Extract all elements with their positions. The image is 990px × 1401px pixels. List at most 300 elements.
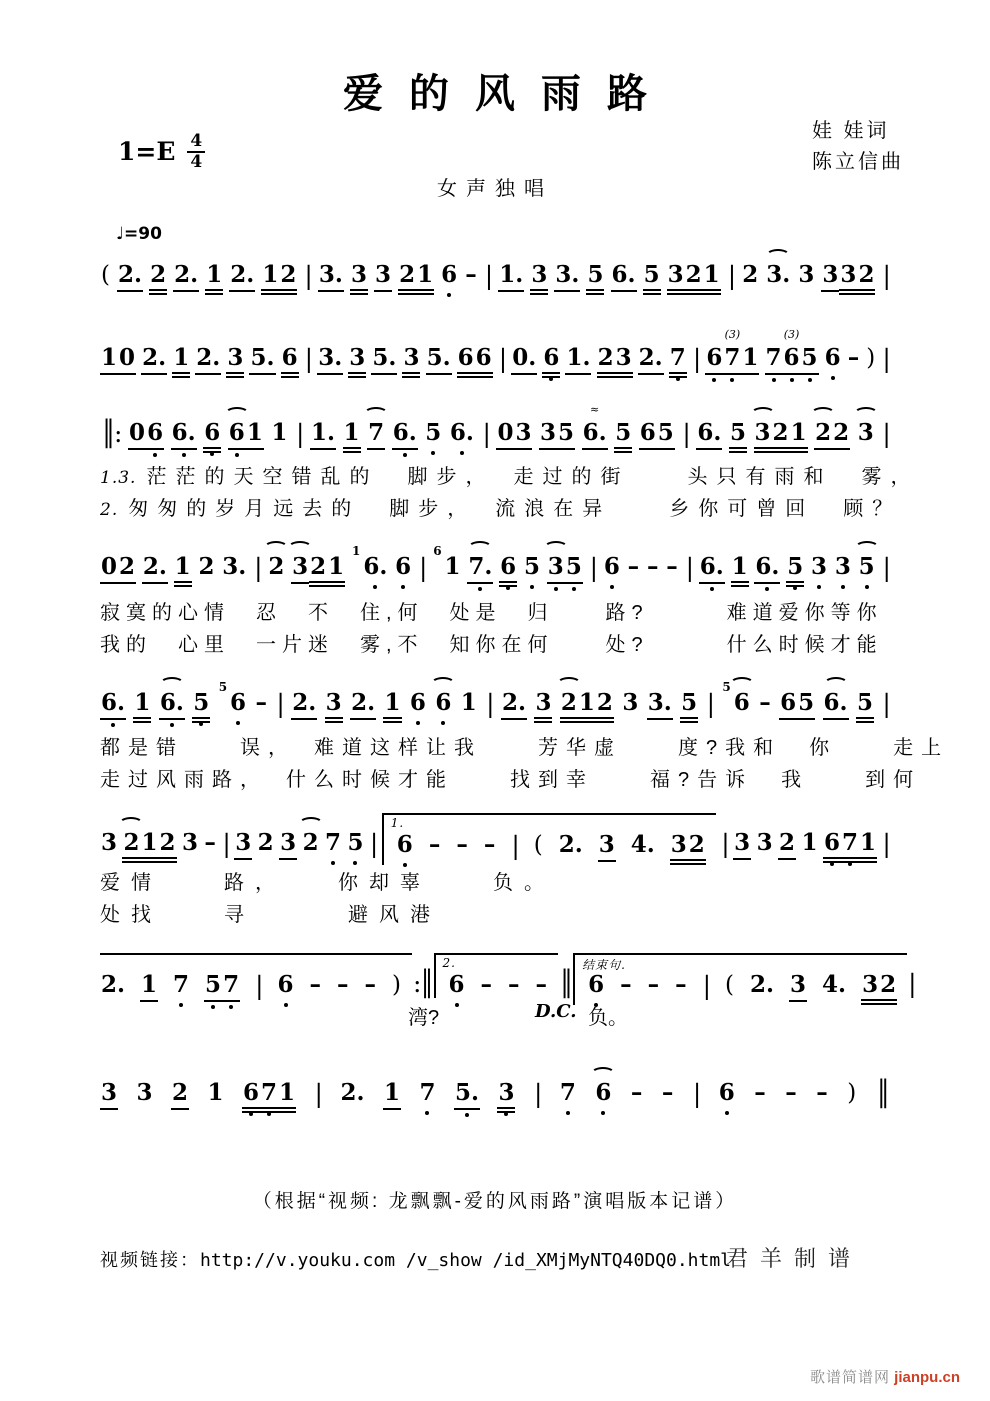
note-group xyxy=(159,690,185,720)
note-group xyxy=(181,830,199,856)
music-line-3 xyxy=(100,403,890,456)
music-line-8 xyxy=(100,1080,890,1116)
note-group xyxy=(907,970,915,998)
note-group xyxy=(317,345,343,375)
note-token: 5 xyxy=(614,420,632,453)
note-token: 1 xyxy=(343,420,361,453)
note-group xyxy=(614,420,632,453)
note-group xyxy=(815,1080,829,1106)
note-group xyxy=(594,1080,612,1106)
note-group xyxy=(821,262,875,295)
note-group xyxy=(402,345,420,378)
note-token: ) xyxy=(392,972,402,998)
note-group xyxy=(507,972,521,998)
note-group xyxy=(669,345,687,378)
note-token: 0. xyxy=(511,345,537,375)
note-token: 0 xyxy=(118,345,136,375)
note-token: 6 xyxy=(409,689,426,716)
note-group xyxy=(875,1080,890,1108)
note-token: 1. 6 xyxy=(396,831,413,858)
note-token: 2 xyxy=(398,262,416,295)
note-group xyxy=(234,830,252,860)
note-group xyxy=(724,972,735,998)
note-group xyxy=(369,830,377,858)
note-group xyxy=(778,830,796,860)
watermark-site-link[interactable]: jianpu.cn xyxy=(894,1369,960,1386)
note-token: 5. xyxy=(426,345,452,375)
note-token: 3 xyxy=(234,830,252,860)
note-group xyxy=(535,972,549,998)
note-group xyxy=(484,262,492,290)
note-group xyxy=(122,830,176,863)
note-token: 2. xyxy=(229,262,255,292)
note-token: 6. xyxy=(449,419,474,446)
note-token: – xyxy=(456,831,468,858)
note-token: 1 xyxy=(731,554,749,587)
note-token: 3 xyxy=(798,261,815,288)
note-group xyxy=(350,690,376,720)
note-token: 6 xyxy=(242,1080,260,1113)
note-token: 2 xyxy=(309,554,327,587)
note-token: 1 xyxy=(383,690,401,723)
note-group xyxy=(267,554,285,580)
slur-arc xyxy=(557,677,581,690)
note-token: 2 xyxy=(685,262,703,295)
note-group xyxy=(753,1080,767,1106)
note-token: 2. 6 xyxy=(448,971,465,998)
note-group xyxy=(204,972,240,1002)
note-group xyxy=(351,544,388,580)
note-group xyxy=(810,554,828,580)
barline: | xyxy=(908,969,915,998)
note-token: – xyxy=(428,831,441,858)
note-token: 5 xyxy=(565,554,583,584)
note-token: – xyxy=(337,971,349,998)
note-token: 0 xyxy=(128,420,146,450)
slur-arc xyxy=(766,249,790,262)
note-token: 6. ≈ xyxy=(582,420,608,450)
note-token: 3 xyxy=(821,262,839,292)
barline: | xyxy=(721,829,728,858)
music-line-1 xyxy=(100,262,890,298)
note-token: 7 xyxy=(841,830,859,863)
note-token: – xyxy=(483,831,496,858)
note-group xyxy=(847,345,861,371)
slur-arc xyxy=(730,677,754,690)
note-group xyxy=(639,420,675,450)
note-group xyxy=(499,554,517,587)
note-group xyxy=(383,1080,401,1110)
note-group xyxy=(279,830,297,860)
subtitle: 女声独唱 xyxy=(437,178,553,200)
note-group xyxy=(558,832,584,858)
composer: 陈立信曲 xyxy=(812,151,904,173)
note-token: 5 xyxy=(586,262,604,295)
barline: | xyxy=(692,344,700,373)
barline: | xyxy=(533,1079,541,1108)
note-token: ( xyxy=(533,832,543,858)
note-group xyxy=(882,262,890,290)
lyric-text: 匆匆的岁月远去的 脚步， 流浪在异 乡你可曾回 顾？ xyxy=(128,498,902,520)
note-token: 6 xyxy=(639,420,657,450)
slur-arc xyxy=(751,407,775,420)
note-group xyxy=(257,830,275,856)
barline: :║ xyxy=(413,969,433,998)
note-group xyxy=(865,345,876,371)
note-group xyxy=(665,554,679,580)
barline: | xyxy=(882,261,889,290)
note-token: 3 xyxy=(670,832,688,865)
note-group xyxy=(277,972,295,998)
note-token: 3 xyxy=(279,830,297,860)
note-group xyxy=(619,972,633,998)
note-group xyxy=(598,832,616,862)
note-group xyxy=(685,554,693,582)
note-token: 3 xyxy=(615,345,633,378)
note-token: 7 xyxy=(260,1080,278,1113)
slur-arc xyxy=(119,817,143,830)
note-group xyxy=(758,690,772,716)
note-token: 6 xyxy=(230,689,247,716)
note-token: – xyxy=(204,829,216,856)
note-token: 6 xyxy=(434,690,452,716)
note-token: 1 xyxy=(205,262,223,295)
note-group xyxy=(560,690,614,723)
note-group xyxy=(661,1080,675,1106)
note-group xyxy=(729,420,747,453)
slur-arc xyxy=(264,541,288,554)
barline: | xyxy=(304,344,312,373)
note-token: 0 xyxy=(100,554,118,584)
note-token: 2. xyxy=(638,345,664,375)
note-token: 2 xyxy=(832,420,850,450)
note-group xyxy=(797,262,815,288)
note-group xyxy=(448,972,466,998)
note-group xyxy=(630,1080,644,1106)
note-token: 6 xyxy=(146,420,164,450)
note-group xyxy=(371,345,397,375)
note-token: 1 xyxy=(801,829,818,856)
note-token: 5 xyxy=(858,554,876,580)
note-token: – xyxy=(754,1079,766,1106)
note-group xyxy=(254,690,268,716)
note-token: 3 xyxy=(857,420,875,446)
note-group xyxy=(418,1080,436,1106)
note-token: 6. xyxy=(159,690,185,720)
note-group xyxy=(197,554,215,580)
barline: | xyxy=(882,419,889,448)
note-token: 5. xyxy=(371,345,397,375)
note-group xyxy=(756,830,774,856)
verse-number: 2. xyxy=(100,500,119,520)
note-token: 2 xyxy=(122,830,140,863)
note-group xyxy=(786,554,804,587)
note-group xyxy=(440,262,458,288)
note-group xyxy=(823,690,849,720)
note-group xyxy=(100,420,121,448)
note-group xyxy=(718,1080,736,1106)
site-watermark[interactable] xyxy=(810,1366,960,1387)
note-token: ) xyxy=(847,1080,857,1106)
note-group xyxy=(496,420,532,450)
note-group xyxy=(304,345,312,373)
slur-arc xyxy=(591,1067,615,1080)
slur-arc xyxy=(824,677,848,690)
note-token: 3 xyxy=(101,829,118,856)
note-token: 2 xyxy=(267,554,285,580)
note-token: – xyxy=(847,344,860,371)
note-group xyxy=(424,420,442,446)
note-group xyxy=(391,972,402,998)
note-token: 2 xyxy=(257,829,274,856)
note-token: 7 xyxy=(173,971,190,998)
note-token: 6. xyxy=(363,553,388,580)
note-token: 3 xyxy=(530,262,548,295)
verse-1-line-3 xyxy=(100,731,950,760)
note-token: 6 xyxy=(705,345,723,375)
note-token: 6. xyxy=(823,690,849,720)
barline: | xyxy=(482,419,489,448)
barline: ║ xyxy=(559,969,573,998)
note-group xyxy=(100,830,118,856)
note-token: 7 (3) xyxy=(723,345,741,375)
note-token: 3 xyxy=(402,345,420,378)
note-token: 1 xyxy=(741,345,759,375)
note-token: 3 xyxy=(348,345,366,378)
note-token: – xyxy=(255,689,267,716)
note-group xyxy=(253,554,261,582)
note-token: 3 xyxy=(598,832,616,862)
note-token: 2 xyxy=(742,261,759,288)
note-token: 5 xyxy=(729,420,747,453)
note-group xyxy=(314,1080,322,1108)
note-token: 5 xyxy=(786,554,804,587)
note-group xyxy=(117,262,143,292)
note-token: 7 xyxy=(765,345,783,375)
barline: | xyxy=(882,689,889,718)
note-group xyxy=(858,554,876,580)
note-group xyxy=(582,403,608,450)
barline: | xyxy=(882,344,889,373)
note-group xyxy=(498,345,506,373)
verse-2-line-2 xyxy=(100,628,920,657)
note-token: 3 xyxy=(136,1079,153,1106)
barline: | xyxy=(484,261,492,290)
note-group xyxy=(856,690,874,723)
note-group xyxy=(733,830,751,860)
slur-arc xyxy=(288,541,312,554)
barline: | xyxy=(304,261,311,290)
key-label: 1=E xyxy=(118,137,176,167)
note-token: 2 xyxy=(158,830,176,863)
barline: | xyxy=(727,261,735,290)
lyric-text: 负。 xyxy=(588,1007,628,1029)
slur-arc xyxy=(544,541,568,554)
music-line-2 xyxy=(100,328,890,381)
note-group xyxy=(731,554,749,587)
note-group xyxy=(587,972,605,998)
note-token: 5 xyxy=(204,972,222,1002)
note-group xyxy=(249,345,275,375)
note-token: 2. xyxy=(141,345,167,375)
note-token: 2 xyxy=(772,420,790,453)
ornament-mark: (3) xyxy=(783,328,800,341)
note-token: 2 xyxy=(302,830,320,856)
note-token: – xyxy=(465,261,477,288)
note-token: 1 xyxy=(207,1079,224,1106)
note-group xyxy=(814,420,850,450)
barline: | xyxy=(276,689,283,718)
note-group xyxy=(174,554,192,587)
note-token: 1 xyxy=(172,345,190,378)
note-group xyxy=(229,262,255,292)
note-group xyxy=(449,420,475,446)
note-token: 1 xyxy=(859,830,877,863)
note-group xyxy=(881,690,889,718)
note-token: 1 xyxy=(351,544,361,558)
key-signature xyxy=(118,132,205,171)
note-group xyxy=(754,554,780,584)
note-group xyxy=(467,554,493,584)
note-token: 6 xyxy=(203,420,221,453)
note-group xyxy=(261,262,297,295)
note-token: 2 xyxy=(778,830,796,860)
note-group xyxy=(846,1080,857,1106)
verse-1-line-1 xyxy=(100,460,920,489)
note-token: 3 xyxy=(539,420,557,450)
note-token: 1 xyxy=(460,689,477,716)
note-token: 3 xyxy=(839,262,857,295)
note-group xyxy=(140,972,158,1002)
note-group xyxy=(221,554,247,580)
note-token: – xyxy=(816,1079,828,1106)
video-link-url[interactable]: http://v.youku.com /v_show /id_XMjMyNTQ40DQ0.html xyxy=(200,1250,732,1271)
note-group xyxy=(485,690,493,718)
note-token: 1. xyxy=(565,345,591,375)
note-token: 3 xyxy=(291,554,309,584)
note-group xyxy=(692,1080,700,1108)
note-token: 2 xyxy=(198,553,215,580)
note-token: 3. xyxy=(222,553,247,580)
note-token: 6 xyxy=(603,553,620,580)
note-group xyxy=(374,262,392,292)
note-group xyxy=(881,420,889,448)
note-group xyxy=(706,690,714,718)
note-token: – xyxy=(630,1079,643,1106)
note-token: 2 xyxy=(171,1080,189,1110)
note-token: 1 xyxy=(246,420,264,450)
note-token: 6 xyxy=(542,345,560,378)
note-group xyxy=(603,554,621,580)
lyric-text: 处找 寻 避风港 xyxy=(100,904,441,926)
note-token: 3 xyxy=(325,690,343,723)
note-token: 6. xyxy=(611,262,637,292)
lyric-text: 湾? xyxy=(408,1007,440,1029)
note-token: 0 xyxy=(496,420,514,450)
note-group xyxy=(383,690,401,723)
note-token: 2. xyxy=(291,690,317,720)
slur-arc xyxy=(225,407,249,420)
note-token: 6 xyxy=(277,971,294,998)
note-token: 3 xyxy=(861,972,879,1005)
note-group xyxy=(350,262,368,295)
note-group xyxy=(205,262,223,295)
note-token: – xyxy=(480,971,493,998)
note-token: 6. xyxy=(100,690,126,720)
note-token: 3 xyxy=(756,829,773,856)
note-group xyxy=(558,970,573,998)
note-group xyxy=(705,328,759,375)
ornament-mark: ≈ xyxy=(590,403,600,416)
note-token: 5 xyxy=(557,420,575,450)
note-token: 1 xyxy=(278,1080,296,1113)
note-group xyxy=(136,1080,154,1106)
barline: | xyxy=(682,419,689,448)
note-token: 4. xyxy=(630,831,655,858)
note-group xyxy=(754,420,808,453)
note-token: – xyxy=(759,689,771,716)
note-token: 1 xyxy=(416,262,434,295)
note-group xyxy=(554,262,580,292)
note-group xyxy=(203,830,217,856)
note-group xyxy=(824,345,842,371)
note-token: 结束句. 6 xyxy=(588,971,605,998)
note-token: 5 xyxy=(680,690,698,723)
barline: | xyxy=(255,971,262,1000)
note-token: 2 xyxy=(596,690,614,723)
note-group xyxy=(100,554,136,584)
slur-arc xyxy=(855,541,879,554)
lyric-text: 寂寞的心情 忍 不 住,何 处是 归 路? 难道爱你等你 xyxy=(100,602,883,624)
note-group xyxy=(523,554,541,580)
note-group xyxy=(881,830,889,858)
note-token: 5. xyxy=(249,345,275,375)
note-group xyxy=(784,1080,798,1106)
note-group xyxy=(667,262,721,295)
note-token: 3 xyxy=(622,689,639,716)
note-group xyxy=(497,1080,515,1113)
barline: | xyxy=(369,829,377,858)
note-group xyxy=(275,690,283,718)
note-token: 2. xyxy=(558,831,583,858)
slur-arc xyxy=(364,407,388,420)
note-group xyxy=(100,690,126,720)
note-group xyxy=(720,830,728,858)
volta-bracket xyxy=(100,953,412,1002)
note-group xyxy=(100,262,111,288)
note-token: 2 xyxy=(879,972,897,1005)
note-group xyxy=(203,420,221,453)
note-group xyxy=(346,830,364,856)
note-token: 2 xyxy=(560,690,578,723)
note-group xyxy=(412,970,433,998)
note-token: 6. xyxy=(699,554,725,584)
transcription-note: （根据“视频: 龙飘飘-爱的风雨路”演唱版本记谱） xyxy=(252,1191,738,1212)
note-group xyxy=(142,554,168,584)
lyricist: 娃 娃词 xyxy=(812,120,890,142)
time-numerator: 4 xyxy=(187,132,205,153)
note-group xyxy=(692,345,700,373)
note-token: – xyxy=(675,971,687,998)
note-token: 1. xyxy=(310,420,336,450)
note-token: 6 xyxy=(281,345,299,378)
note-group xyxy=(254,972,262,1000)
note-group xyxy=(367,420,385,450)
note-group xyxy=(318,262,344,292)
note-token: 5 xyxy=(192,690,210,723)
note-token: 6 xyxy=(457,345,475,378)
note-token: – xyxy=(785,1079,797,1106)
